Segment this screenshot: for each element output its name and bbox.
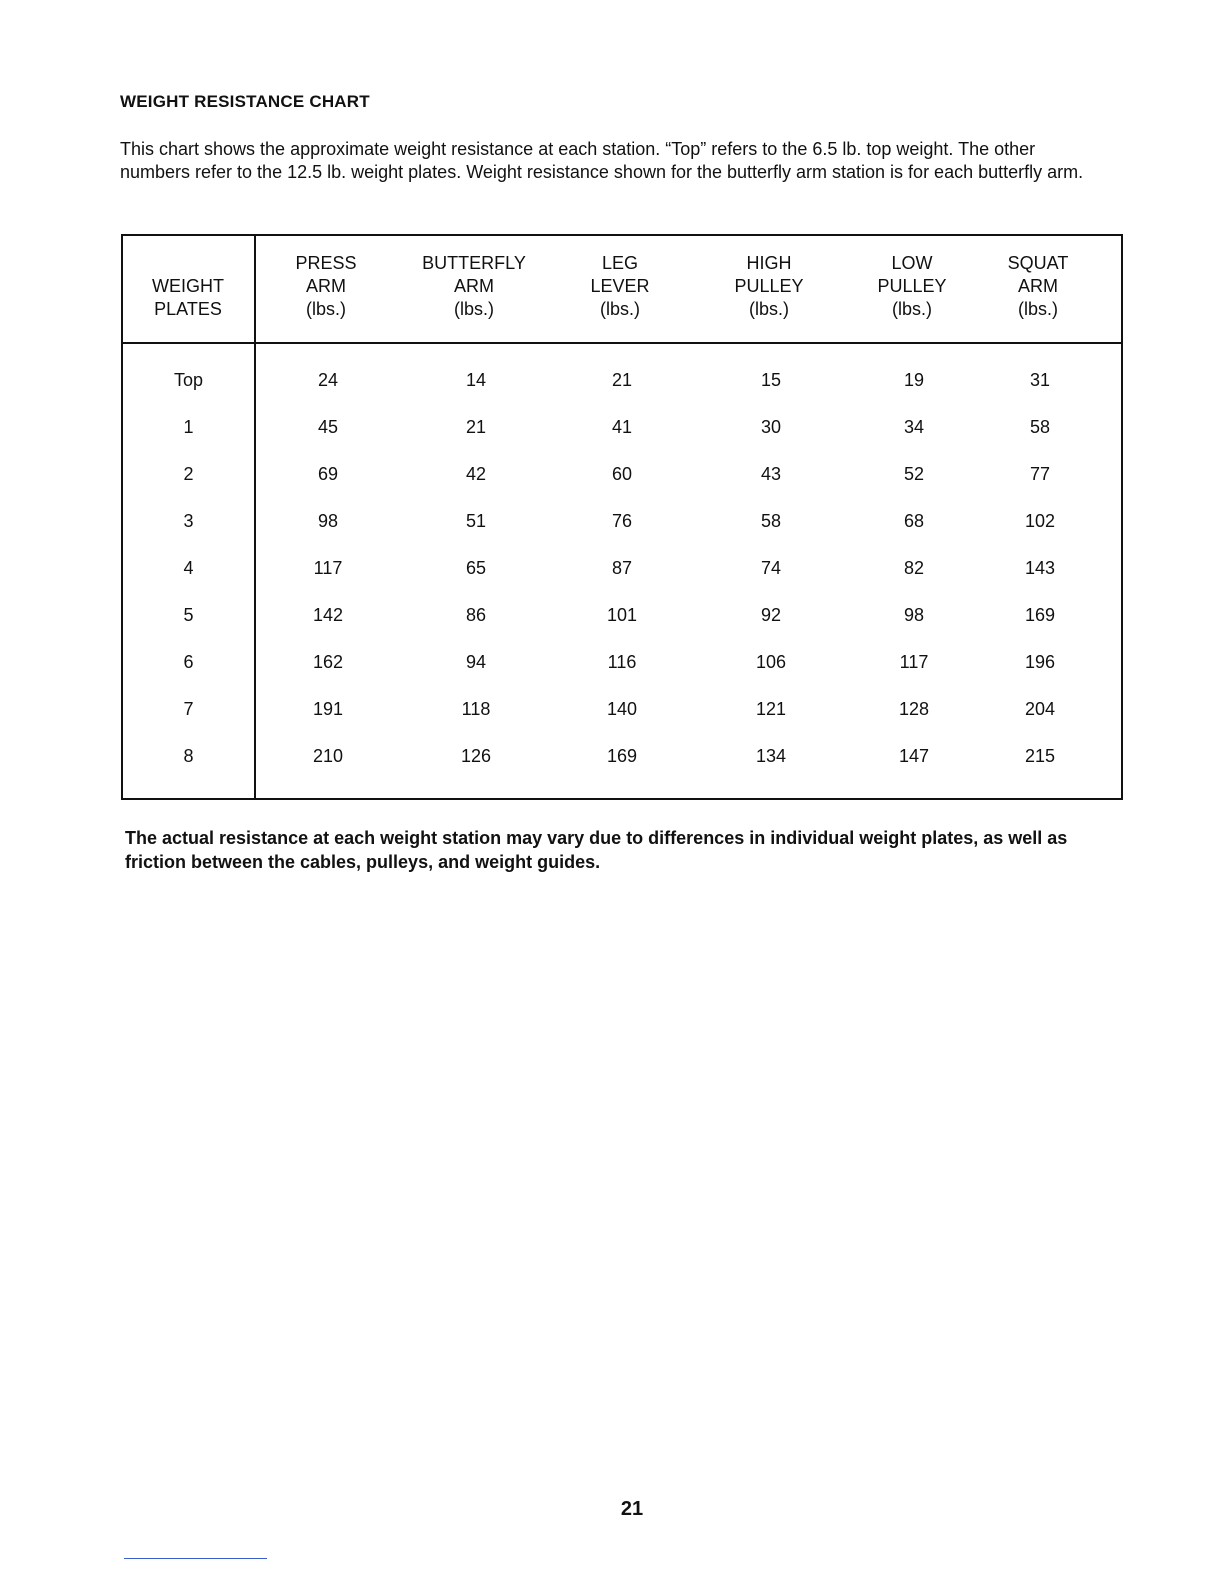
column-header-line: (lbs.) [454, 299, 494, 319]
table-cell: 147 [898, 746, 930, 766]
table-cell: 134 [755, 746, 787, 766]
table-cell: 169 [1024, 605, 1056, 625]
table-cell: 196 [1024, 652, 1056, 672]
page-number: 21 [620, 1498, 644, 1520]
table-cell: 121 [755, 699, 787, 719]
row-label: 6 [183, 652, 194, 672]
table-cell: 43 [760, 464, 782, 484]
table-cell: 34 [903, 417, 925, 437]
table-cell: 19 [903, 370, 925, 390]
row-label: 1 [183, 417, 194, 437]
intro-paragraph: This chart shows the approximate weight resistance at each station. “Top” refers to the 6.5 lb. top weight. The other numbers refer to the 12.5 lb. weight plates. Weight resistance shown for the butterfly arm station is for each butterfly arm. [120, 139, 1084, 182]
table-cell: 128 [898, 699, 930, 719]
column-header-line: PRESS [295, 253, 357, 273]
table-cell: 102 [1024, 511, 1056, 531]
table-cell: 52 [903, 464, 925, 484]
table-cell: 30 [760, 417, 782, 437]
table-cell: 117 [313, 558, 343, 578]
column-header-press-arm [246, 252, 406, 321]
table-cell: 126 [460, 746, 492, 766]
table-cell: 118 [461, 699, 491, 719]
table-cell: 82 [903, 558, 925, 578]
column-header-line: (lbs.) [1018, 299, 1058, 319]
table-cell: 58 [760, 511, 782, 531]
column-header-line: LEVER [590, 276, 650, 296]
table-cell: 21 [465, 417, 487, 437]
table-cell: 65 [465, 558, 487, 578]
table-cell: 77 [1029, 464, 1051, 484]
table-cell: 86 [465, 605, 487, 625]
table-cell: 162 [312, 652, 344, 672]
column-header-line: LOW [891, 253, 933, 273]
table-cell: 116 [607, 652, 637, 672]
table-cell: 15 [760, 370, 782, 390]
row-header-line: PLATES [154, 299, 222, 319]
row-header [108, 275, 268, 321]
column-header-line: ARM [1018, 276, 1058, 296]
table-cell: 169 [606, 746, 638, 766]
table-cell: 24 [317, 370, 339, 390]
column-header-line: SQUAT [1007, 253, 1069, 273]
column-header-line: BUTTERFLY [422, 253, 526, 273]
header-divider [123, 342, 1121, 344]
column-header-line: ARM [306, 276, 346, 296]
table-cell: 74 [760, 558, 782, 578]
table-cell: 140 [606, 699, 638, 719]
table-cell: 210 [312, 746, 344, 766]
table-cell: 215 [1024, 746, 1056, 766]
table-cell: 21 [611, 370, 633, 390]
column-header-line: (lbs.) [892, 299, 932, 319]
section-heading: WEIGHT RESISTANCE CHART [120, 92, 370, 111]
table-cell: 42 [465, 464, 487, 484]
table-cell: 60 [611, 464, 633, 484]
column-header-line: ARM [454, 276, 494, 296]
table-cell: 143 [1024, 558, 1056, 578]
column-header-line: (lbs.) [749, 299, 789, 319]
weight-resistance-table [121, 234, 1123, 800]
column-header-line: LEG [601, 253, 639, 273]
column-header-high-pulley [689, 252, 849, 321]
table-cell: 142 [312, 605, 344, 625]
table-cell: 31 [1029, 370, 1051, 390]
table-cell: 204 [1024, 699, 1056, 719]
table-cell: 87 [611, 558, 633, 578]
table-cell: 101 [606, 605, 638, 625]
column-header-line: (lbs.) [306, 299, 346, 319]
table-cell: 14 [465, 370, 487, 390]
row-label: 7 [183, 699, 194, 719]
table-cell: 76 [611, 511, 633, 531]
table-cell: 106 [755, 652, 787, 672]
row-label: 5 [183, 605, 194, 625]
row-label: 2 [183, 464, 194, 484]
table-cell: 41 [611, 417, 633, 437]
table-cell: 51 [465, 511, 487, 531]
row-label: 4 [183, 558, 194, 578]
disclaimer-note: The actual resistance at each weight station may vary due to differences in individual weight plates, as well as friction between the cables, pulleys, and weight guides. [125, 828, 1068, 872]
column-header-leg-lever [540, 252, 700, 321]
table-cell: 68 [903, 511, 925, 531]
table-cell: 45 [317, 417, 339, 437]
table-cell: 94 [465, 652, 487, 672]
table-cell: 117 [899, 652, 929, 672]
footer-rule [124, 1558, 267, 1559]
column-header-butterfly-arm [394, 252, 554, 321]
row-header-line: WEIGHT [152, 276, 224, 296]
table-cell: 191 [312, 699, 344, 719]
column-header-line: (lbs.) [600, 299, 640, 319]
table-cell: 98 [903, 605, 925, 625]
column-header-line: PULLEY [734, 276, 804, 296]
row-label: Top [173, 370, 204, 390]
row-label: 3 [183, 511, 194, 531]
table-cell: 69 [317, 464, 339, 484]
table-cell: 92 [760, 605, 782, 625]
column-header-line: HIGH [746, 253, 792, 273]
row-label: 8 [183, 746, 194, 766]
column-header-line: PULLEY [877, 276, 947, 296]
column-header-squat-arm [958, 252, 1118, 321]
table-cell: 98 [317, 511, 339, 531]
table-cell: 58 [1029, 417, 1051, 437]
